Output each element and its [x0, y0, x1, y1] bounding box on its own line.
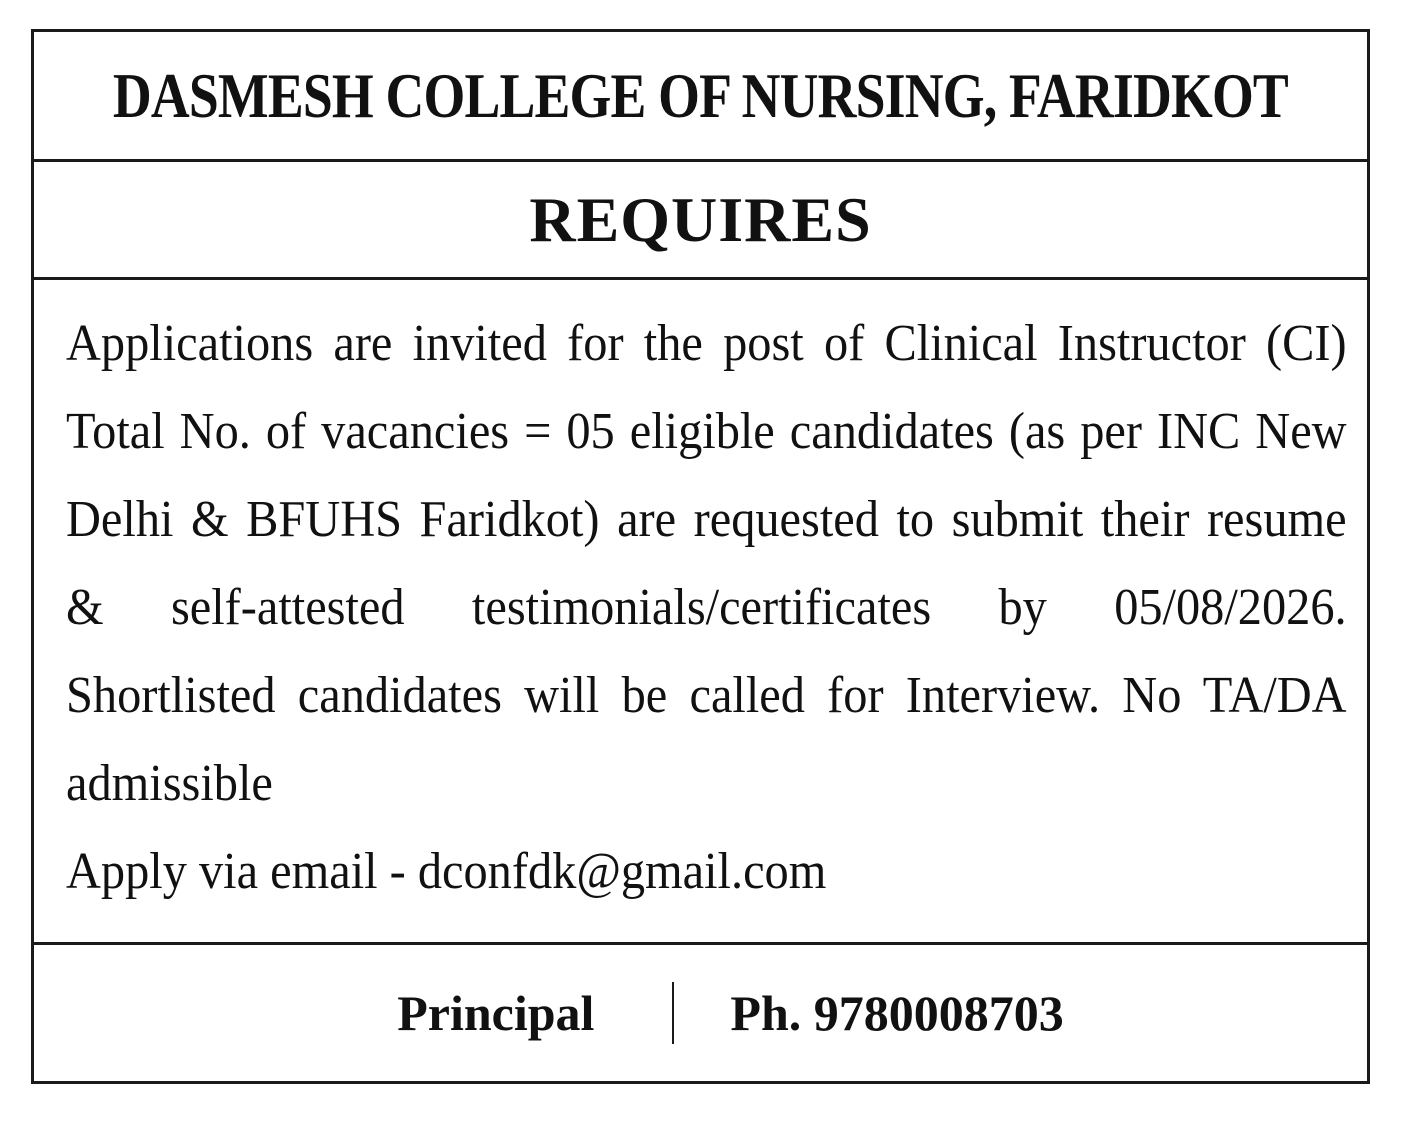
body-section	[34, 280, 1367, 945]
college-title: DASMESH COLLEGE OF NURSING, FARIDKOT	[112, 59, 1289, 131]
phone-number: Ph. 9780008703	[730, 985, 1064, 1041]
requires-row	[34, 162, 1367, 280]
signatory-label: Principal	[397, 985, 595, 1041]
title-row	[34, 32, 1367, 162]
footer-row	[34, 945, 1367, 1081]
footer-divider	[672, 982, 674, 1044]
announcement-paragraph: Applications are invited for the post of Clinical Instructor (CI) Total No. of vacancies = 05 eligible candidates (as per INC New Delhi & BFUHS Faridkot) are requested to submit their resume & self-attested testimonials/certificates by 05/08/2026. Shortlisted candidates will be called for Interview. No TA/DA admissible	[66, 315, 1347, 812]
apply-email-line: Apply via email - dconfdk@gmail.com	[66, 843, 827, 900]
requires-heading: REQUIRES	[529, 183, 872, 255]
advertisement-box	[31, 29, 1370, 1084]
